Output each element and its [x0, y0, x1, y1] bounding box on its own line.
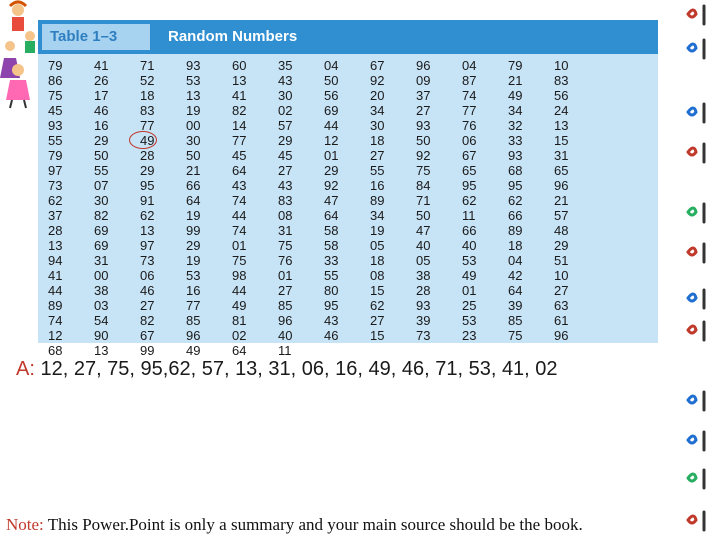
table-cell: 73: [48, 178, 63, 193]
table-cell: 79: [508, 58, 523, 73]
table-cell: 50: [416, 208, 431, 223]
table-cell: 19: [186, 253, 201, 268]
table-cell: 06: [462, 133, 477, 148]
table-cell: 29: [186, 238, 201, 253]
table-cell: 98: [232, 268, 247, 283]
table-cell: 42: [508, 268, 523, 283]
table-cell: 10: [554, 58, 569, 73]
swirl-border-icon: [680, 0, 720, 540]
table-cell: 77: [462, 103, 477, 118]
table-cell: 75: [232, 253, 247, 268]
table-cell: 49: [232, 298, 247, 313]
table-cell: 44: [324, 118, 339, 133]
table-cell: 21: [554, 193, 569, 208]
table-cell: 46: [140, 283, 155, 298]
table-cell: 11: [462, 208, 476, 223]
table-cell: 23: [462, 328, 477, 343]
table-cell: 27: [278, 283, 293, 298]
table-cell: 34: [508, 103, 523, 118]
table-cell: 92: [324, 178, 339, 193]
table-cell: 62: [140, 208, 155, 223]
table-cell: 21: [508, 73, 523, 88]
table-cell: 71: [140, 58, 155, 73]
table-cell: 06: [140, 268, 155, 283]
table-cell: 73: [416, 328, 431, 343]
table-cell: 65: [462, 163, 477, 178]
table-cell: 49: [140, 133, 155, 148]
table-cell: 13: [232, 73, 247, 88]
table-cell: 71: [416, 193, 431, 208]
table-cell: 16: [186, 283, 201, 298]
table-cell: 89: [48, 298, 63, 313]
table-cell: 20: [370, 88, 385, 103]
table-cell: 51: [554, 253, 569, 268]
table-cell: 27: [370, 313, 385, 328]
table-cell: 11: [278, 343, 292, 358]
table-cell: 08: [278, 208, 293, 223]
table-cell: 90: [94, 328, 109, 343]
table-cell: 89: [370, 193, 385, 208]
table-cell: 67: [370, 58, 385, 73]
table-cell: 43: [278, 73, 293, 88]
table-cell: 27: [278, 163, 293, 178]
table-cell: 05: [416, 253, 431, 268]
table-cell: 68: [48, 343, 63, 358]
table-cell: 50: [186, 148, 201, 163]
table-cell: 64: [324, 208, 339, 223]
answer-text: 12, 27, 75, 95,62, 57, 13, 31, 06, 16, 49, 46, 71, 53, 41, 02: [34, 358, 558, 380]
table-cell: 32: [508, 118, 523, 133]
table-cell: 95: [324, 298, 339, 313]
table-cell: 62: [370, 298, 385, 313]
table-cell: 96: [554, 328, 569, 343]
table-cell: 18: [370, 133, 385, 148]
table-cell: 15: [370, 283, 385, 298]
table-cell: 31: [278, 223, 293, 238]
table-cell: 10: [554, 268, 569, 283]
table-cell: 99: [186, 223, 201, 238]
table-cell: 16: [94, 118, 109, 133]
table-cell: 27: [416, 103, 431, 118]
table-cell: 55: [94, 163, 109, 178]
table-cell: 96: [186, 328, 201, 343]
table-cell: 44: [232, 283, 247, 298]
table-cell: 93: [416, 118, 431, 133]
table-cell: 74: [462, 88, 477, 103]
table-cell: 53: [186, 73, 201, 88]
table-cell: 93: [508, 148, 523, 163]
table-cell: 56: [554, 88, 569, 103]
table-cell: 77: [140, 118, 155, 133]
table-cell: 74: [232, 193, 247, 208]
table-cell: 54: [94, 313, 109, 328]
table-cell: 29: [324, 163, 339, 178]
table-cell: 34: [370, 208, 385, 223]
table-cell: 95: [508, 178, 523, 193]
table-cell: 13: [140, 223, 155, 238]
table-cell: 04: [508, 253, 523, 268]
table-cell: 55: [370, 163, 385, 178]
note-text: This Power.Point is only a summary and your main source should be the book.: [43, 515, 583, 534]
table-cell: 43: [278, 178, 293, 193]
table-cell: 83: [278, 193, 293, 208]
table-cell: 82: [140, 313, 155, 328]
table-cell: 40: [278, 328, 293, 343]
table-cell: 40: [416, 238, 431, 253]
table-cell: 83: [554, 73, 569, 88]
table-cell: 74: [48, 313, 63, 328]
table-cell: 45: [232, 148, 247, 163]
table-cell: 25: [462, 298, 477, 313]
note-label: Note:: [6, 515, 44, 534]
table-cell: 67: [140, 328, 155, 343]
table-cell: 43: [232, 178, 247, 193]
random-numbers-table: [38, 20, 658, 358]
table-cell: 62: [48, 193, 63, 208]
table-cell: 64: [232, 343, 247, 358]
table-cell: 14: [232, 118, 247, 133]
table-cell: 18: [140, 88, 155, 103]
table-cell: 39: [508, 298, 523, 313]
table-cell: 66: [462, 223, 477, 238]
table-cell: 38: [94, 283, 109, 298]
table-cell: 50: [416, 133, 431, 148]
table-cell: 97: [48, 163, 63, 178]
table-cell: 97: [140, 238, 155, 253]
highlight-circle: [129, 131, 157, 149]
table-cell: 16: [370, 178, 385, 193]
table-cell: 00: [94, 268, 109, 283]
table-badge: Table 1–3: [42, 24, 150, 50]
table-cell: 53: [186, 268, 201, 283]
table-cell: 85: [186, 313, 201, 328]
table-cell: 19: [370, 223, 385, 238]
table-cell: 41: [232, 88, 247, 103]
answer-label: A:: [16, 358, 35, 380]
table-cell: 08: [370, 268, 385, 283]
table-cell: 02: [232, 328, 247, 343]
table-cell: 56: [324, 88, 339, 103]
table-cell: 41: [48, 268, 63, 283]
table-cell: 45: [48, 103, 63, 118]
table-cell: 30: [370, 118, 385, 133]
table-cell: 01: [232, 238, 247, 253]
table-cell: 79: [48, 148, 63, 163]
table-cell: 64: [186, 193, 201, 208]
table-cell: 93: [186, 58, 201, 73]
table-cell: 41: [94, 58, 109, 73]
table-cell: 29: [554, 238, 569, 253]
table-cell: 93: [48, 118, 63, 133]
table-cell: 33: [508, 133, 523, 148]
table-cell: 49: [186, 343, 201, 358]
table-cell: 76: [278, 253, 293, 268]
table-cell: 62: [462, 193, 477, 208]
table-cell: 55: [324, 268, 339, 283]
table-cell: 01: [462, 283, 477, 298]
table-cell: 96: [554, 178, 569, 193]
table-cell: 96: [278, 313, 293, 328]
table-cell: 17: [94, 88, 109, 103]
table-cell: 50: [324, 73, 339, 88]
table-cell: 60: [232, 58, 247, 73]
table-cell: 58: [324, 238, 339, 253]
table-cell: 19: [186, 103, 201, 118]
table-cell: 07: [94, 178, 109, 193]
table-cell: 18: [370, 253, 385, 268]
table-cell: 05: [370, 238, 385, 253]
table-cell: 30: [278, 88, 293, 103]
table-cell: 03: [94, 298, 109, 313]
table-cell: 65: [554, 163, 569, 178]
table-cell: 18: [508, 238, 523, 253]
table-cell: 13: [48, 238, 63, 253]
table-cell: 37: [48, 208, 63, 223]
table-cell: 69: [94, 238, 109, 253]
table-cell: 80: [324, 283, 339, 298]
table-cell: 28: [416, 283, 431, 298]
table-cell: 64: [508, 283, 523, 298]
table-cell: 15: [370, 328, 385, 343]
table-cell: 47: [324, 193, 339, 208]
table-cell: 75: [508, 328, 523, 343]
table-cell: 82: [232, 103, 247, 118]
table-cell: 39: [416, 313, 431, 328]
number-grid: [38, 58, 658, 358]
table-cell: 00: [186, 118, 201, 133]
table-cell: 79: [48, 58, 63, 73]
table-cell: 49: [508, 88, 523, 103]
table-cell: 48: [554, 223, 569, 238]
table-cell: 91: [140, 193, 155, 208]
table-cell: 93: [416, 298, 431, 313]
table-cell: 01: [278, 268, 293, 283]
table-cell: 24: [554, 103, 569, 118]
table-cell: 13: [186, 88, 201, 103]
table-cell: 89: [508, 223, 523, 238]
table-cell: 27: [554, 283, 569, 298]
table-cell: 95: [462, 178, 477, 193]
table-cell: 19: [186, 208, 201, 223]
table-cell: 50: [94, 148, 109, 163]
table-cell: 29: [278, 133, 293, 148]
table-cell: 31: [94, 253, 109, 268]
table-cell: 66: [508, 208, 523, 223]
table-cell: 01: [324, 148, 339, 163]
table-cell: 12: [48, 328, 63, 343]
table-cell: 31: [554, 148, 569, 163]
table-cell: 92: [416, 148, 431, 163]
table-cell: 35: [278, 58, 293, 73]
table-cell: 04: [324, 58, 339, 73]
table-cell: 85: [508, 313, 523, 328]
table-cell: 64: [232, 163, 247, 178]
table-cell: 87: [462, 73, 477, 88]
table-cell: 46: [94, 103, 109, 118]
table-cell: 99: [140, 343, 155, 358]
table-cell: 62: [508, 193, 523, 208]
table-cell: 29: [94, 133, 109, 148]
table-cell: 27: [140, 298, 155, 313]
table-cell: 75: [278, 238, 293, 253]
table-cell: 30: [94, 193, 109, 208]
table-cell: 12: [324, 133, 339, 148]
table-cell: 77: [232, 133, 247, 148]
table-cell: 26: [94, 73, 109, 88]
table-cell: 74: [232, 223, 247, 238]
table-cell: 40: [462, 238, 477, 253]
table-cell: 75: [48, 88, 63, 103]
table-cell: 49: [462, 268, 477, 283]
table-cell: 96: [416, 58, 431, 73]
table-cell: 53: [462, 313, 477, 328]
table-cell: 57: [554, 208, 569, 223]
table-cell: 75: [416, 163, 431, 178]
table-cell: 44: [48, 283, 63, 298]
table-cell: 94: [48, 253, 63, 268]
table-cell: 92: [370, 73, 385, 88]
table-cell: 29: [140, 163, 155, 178]
table-cell: 69: [324, 103, 339, 118]
table-cell: 28: [140, 148, 155, 163]
table-cell: 37: [416, 88, 431, 103]
table-cell: 66: [186, 178, 201, 193]
table-cell: 13: [554, 118, 569, 133]
table-cell: 46: [324, 328, 339, 343]
table-cell: 04: [462, 58, 477, 73]
table-cell: 86: [48, 73, 63, 88]
table-cell: 81: [232, 313, 247, 328]
table-cell: 15: [554, 133, 569, 148]
table-cell: 38: [416, 268, 431, 283]
answer-line: [16, 358, 558, 381]
table-cell: 28: [48, 223, 63, 238]
table-cell: 68: [508, 163, 523, 178]
table-cell: 82: [94, 208, 109, 223]
table-cell: 33: [324, 253, 339, 268]
table-cell: 84: [416, 178, 431, 193]
table-cell: 76: [462, 118, 477, 133]
table-cell: 43: [324, 313, 339, 328]
table-cell: 58: [324, 223, 339, 238]
table-cell: 52: [140, 73, 155, 88]
table-cell: 21: [186, 163, 201, 178]
footnote: [6, 515, 583, 535]
table-cell: 34: [370, 103, 385, 118]
table-header: [38, 20, 658, 54]
table-cell: 45: [278, 148, 293, 163]
table-cell: 27: [370, 148, 385, 163]
table-cell: 69: [94, 223, 109, 238]
table-cell: 85: [278, 298, 293, 313]
table-title: Random Numbers: [168, 28, 298, 45]
table-cell: 55: [48, 133, 63, 148]
table-cell: 02: [278, 103, 293, 118]
table-cell: 95: [140, 178, 155, 193]
table-cell: 13: [94, 343, 109, 358]
table-cell: 47: [416, 223, 431, 238]
table-cell: 67: [462, 148, 477, 163]
table-cell: 63: [554, 298, 569, 313]
table-cell: 09: [416, 73, 431, 88]
table-cell: 53: [462, 253, 477, 268]
table-cell: 44: [232, 208, 247, 223]
table-cell: 57: [278, 118, 293, 133]
table-cell: 77: [186, 298, 201, 313]
table-cell: 83: [140, 103, 155, 118]
table-cell: 61: [554, 313, 569, 328]
table-cell: 73: [140, 253, 155, 268]
table-cell: 30: [186, 133, 201, 148]
